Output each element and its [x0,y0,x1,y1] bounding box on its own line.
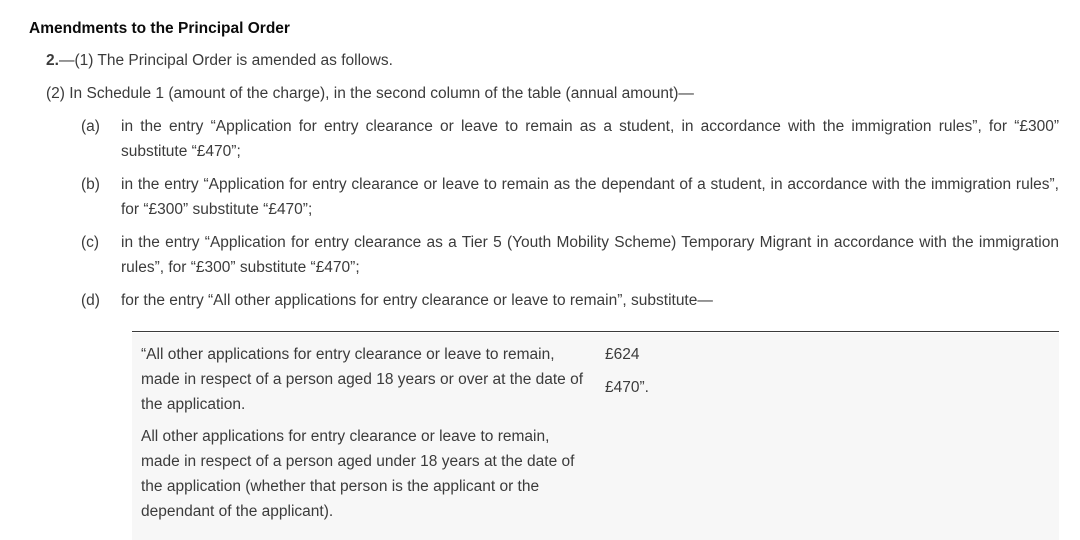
list-item-label: (b) [81,176,100,193]
table-cell-amount: £624 [605,346,640,363]
list-item-text: in the entry “Application for entry clearance or leave to remain as the dependant of a student, in accordance with the immigration rules”, for “£300” substitute “£470”; [121,176,1059,218]
list-item-label: (c) [81,234,100,251]
list-item-text: for the entry “All other applications for entry clearance or leave to remain”, substitute— [121,292,713,309]
list-item-label: (a) [81,118,100,135]
section-heading: Amendments to the Principal Order [29,20,290,37]
table-cell-description: All other applications for entry clearance or leave to remain, made in respect of a person aged under 18 years at the date of the application (whether that person is the applicant or the dependant of the applicant). [141,428,575,520]
table-cell-description: “All other applications for entry clearance or leave to remain, made in respect of a person aged 18 years or over at the date of the application. [141,346,584,413]
table-cell-amount: £470”. [605,379,649,396]
list-item-text: in the entry “Application for entry clearance as a Tier 5 (Youth Mobility Scheme) Temporary Migrant in accordance with the immigration rules”, for “£300” substitute “£470”; [121,234,1059,276]
paragraph-2-1-text: —(1) The Principal Order is amended as follows. [58,52,393,69]
paragraph-2-2: (2) In Schedule 1 (amount of the charge), in the second column of the table (annual amount)— [46,85,694,102]
table-top-rule [132,331,1059,332]
paragraph-2-1 [46,48,393,73]
paragraph-number: 2. [46,52,59,69]
list-item-label: (d) [81,292,100,309]
list-item-text: in the entry “Application for entry clearance or leave to remain as a student, in accordance with the immigration rules”, for “£300” substitute “£470”; [121,118,1059,160]
